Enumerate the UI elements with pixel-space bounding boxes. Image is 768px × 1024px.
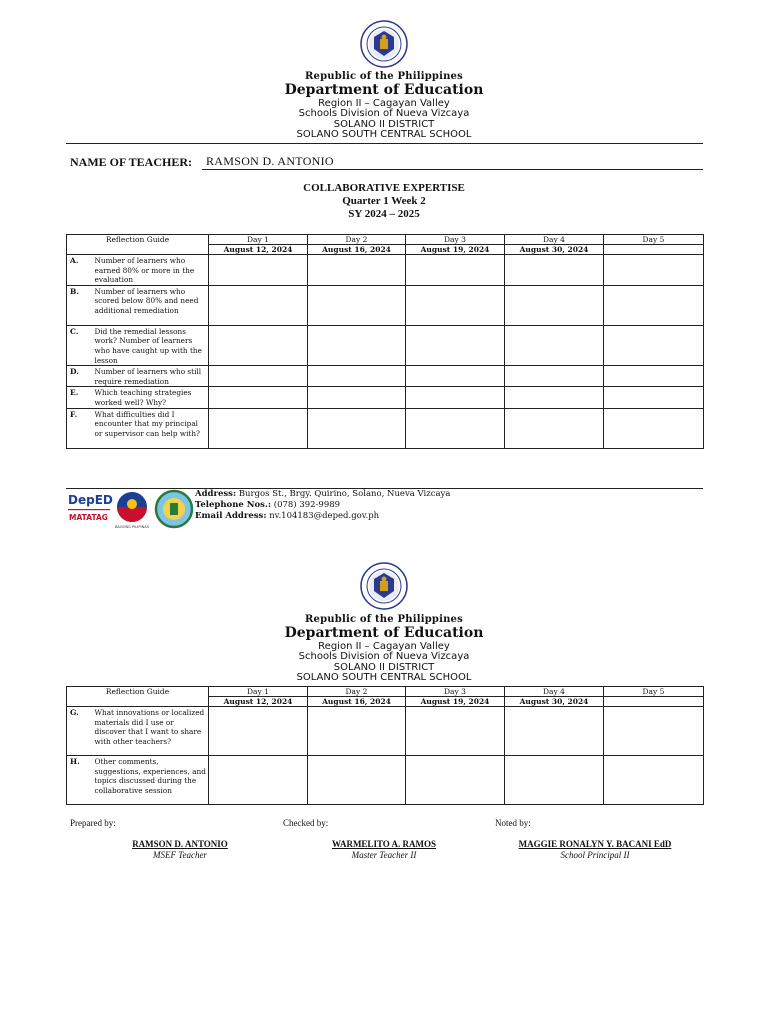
table-cell[interactable] [505, 408, 604, 448]
checked-by-name: WARMELITO A. RAMOS [331, 839, 437, 849]
date-header [604, 245, 704, 255]
day-header: Day 3 [406, 235, 505, 245]
matatag-text: MATATAG [69, 513, 108, 522]
table-cell[interactable] [604, 756, 704, 805]
day-header: Day 1 [209, 235, 308, 245]
table-cell[interactable] [604, 285, 704, 325]
table-cell[interactable] [406, 366, 505, 387]
footer-logos [66, 488, 194, 530]
address-label: Address: [195, 489, 237, 499]
table-cell[interactable] [406, 387, 505, 408]
phone-label: Telephone Nos.: [195, 500, 272, 510]
row-letter: B. [67, 285, 95, 325]
row-letter: F. [67, 408, 95, 448]
school-seal-icon [156, 491, 192, 527]
table-cell[interactable] [505, 285, 604, 325]
table-cell[interactable] [505, 387, 604, 408]
reflection-guide-header: Reflection Guide [67, 235, 209, 255]
row-letter: E. [67, 387, 95, 408]
table-row [67, 325, 704, 365]
row-letter: C. [67, 325, 95, 365]
table-cell[interactable] [505, 325, 604, 365]
table-cell[interactable] [505, 255, 604, 286]
table-cell[interactable] [406, 707, 505, 756]
day-header: Day 5 [604, 235, 704, 245]
day-header: Day 4 [505, 235, 604, 245]
prepared-by-name: RAMSON D. ANTONIO [132, 839, 228, 849]
table-cell[interactable] [604, 408, 704, 448]
teacher-name: RAMSON D. ANTONIO [206, 154, 334, 168]
table-cell[interactable] [308, 387, 406, 408]
table-cell[interactable] [308, 255, 406, 286]
table-row [67, 285, 704, 325]
deped-logo-icon [68, 493, 113, 522]
table-cell[interactable] [209, 756, 308, 805]
row-question: What innovations or localized materials did I use or discover that I want to share with other teachers? [95, 707, 209, 756]
day-header: Day 4 [505, 687, 604, 697]
date-header [604, 697, 704, 707]
header-divider [66, 143, 703, 144]
date-header: August 30, 2024 [505, 245, 604, 255]
table-row [67, 366, 704, 387]
prepared-by-label: Prepared by: [70, 818, 116, 828]
republic-title: Republic of the Philippines [305, 71, 463, 82]
table-cell[interactable] [209, 285, 308, 325]
row-letter: H. [67, 756, 95, 805]
department-title: Department of Education [284, 82, 484, 98]
division-text: Schools Division of Nueva Vizcaya [298, 651, 470, 662]
date-header: August 12, 2024 [209, 697, 308, 707]
deped-seal-icon [360, 562, 408, 610]
table-cell[interactable] [406, 756, 505, 805]
form-quarter: Quarter 1 Week 2 [342, 195, 426, 207]
row-question: Number of learners who scored below 80% and need additional remediation [95, 285, 209, 325]
table-cell[interactable] [209, 366, 308, 387]
department-title: Department of Education [284, 625, 484, 641]
republic-title: Republic of the Philippines [305, 614, 463, 625]
reflection-table-1 [66, 234, 704, 449]
noted-by-label: Noted by: [495, 818, 531, 828]
day-header: Day 2 [308, 235, 406, 245]
school-text: SOLANO SOUTH CENTRAL SCHOOL [296, 129, 472, 140]
checked-by-label: Checked by: [283, 818, 329, 828]
date-header: August 16, 2024 [308, 245, 406, 255]
phone-value: (078) 392-9989 [273, 500, 341, 510]
table-row [67, 756, 704, 805]
table-cell[interactable] [406, 325, 505, 365]
table-row [67, 255, 704, 286]
table-cell[interactable] [406, 255, 505, 286]
table-cell[interactable] [406, 408, 505, 448]
date-header: August 16, 2024 [308, 697, 406, 707]
row-question: What difficulties did I encounter that my principal or supervisor can help with? [95, 408, 209, 448]
division-text: Schools Division of Nueva Vizcaya [298, 108, 470, 119]
reflection-table-2 [66, 686, 704, 805]
table-cell[interactable] [505, 366, 604, 387]
row-question: Number of learners who earned 80% or more in the evaluation [95, 255, 209, 286]
teacher-name-line [202, 169, 703, 170]
table-cell[interactable] [604, 707, 704, 756]
date-header: August 19, 2024 [406, 697, 505, 707]
table-cell[interactable] [209, 325, 308, 365]
prepared-by-title: MSEF Teacher [153, 850, 207, 860]
bagong-pilipinas-text: BAGONG PILIPINAS [114, 525, 150, 529]
school-text: SOLANO SOUTH CENTRAL SCHOOL [296, 672, 472, 683]
region-text: Region II – Cagayan Valley [318, 641, 450, 652]
table-cell[interactable] [604, 325, 704, 365]
table-cell[interactable] [308, 707, 406, 756]
table-cell[interactable] [604, 387, 704, 408]
table-cell[interactable] [505, 756, 604, 805]
district-text: SOLANO II DISTRICT [333, 662, 435, 673]
school-contact-block [195, 489, 450, 522]
deped-seal-icon [360, 20, 408, 68]
table-cell[interactable] [604, 366, 704, 387]
email-link[interactable]: nv.104183@deped.gov.ph [269, 511, 380, 521]
row-letter: D. [67, 366, 95, 387]
email-label: Email Address: [195, 511, 267, 521]
region-text: Region II – Cagayan Valley [318, 98, 450, 109]
table-cell[interactable] [308, 285, 406, 325]
checked-by-title: Master Teacher II [351, 850, 417, 860]
table-row [67, 408, 704, 448]
date-header: August 19, 2024 [406, 245, 505, 255]
date-header: August 12, 2024 [209, 245, 308, 255]
noted-by-title: School Principal II [560, 850, 630, 860]
table-cell[interactable] [209, 387, 308, 408]
day-header: Day 1 [209, 687, 308, 697]
table-cell[interactable] [209, 408, 308, 448]
table-cell[interactable] [308, 408, 406, 448]
table-cell[interactable] [505, 707, 604, 756]
reflection-guide-header: Reflection Guide [67, 687, 209, 707]
table-row [67, 707, 704, 756]
table-cell[interactable] [209, 255, 308, 286]
table-cell[interactable] [308, 325, 406, 365]
district-text: SOLANO II DISTRICT [333, 119, 435, 130]
teacher-label: NAME OF TEACHER: [70, 155, 193, 169]
row-letter: G. [67, 707, 95, 756]
form-title: COLLABORATIVE EXPERTISE [303, 182, 465, 194]
date-header: August 30, 2024 [505, 697, 604, 707]
row-question: Number of learners who still require remediation [95, 366, 209, 387]
deped-logo-text: DepED [68, 493, 113, 507]
noted-by-name: MAGGIE RONALYN Y. BACANI EdD [518, 839, 672, 849]
form-school-year: SY 2024 – 2025 [348, 208, 420, 220]
address-value: Burgos St., Brgy. Quirino, Solano, Nueva Vizcaya [238, 489, 451, 499]
table-cell[interactable] [308, 756, 406, 805]
table-cell[interactable] [308, 366, 406, 387]
day-header: Day 3 [406, 687, 505, 697]
table-row [67, 387, 704, 408]
row-question: Did the remedial lessons work? Number of learners who have caught up with the lesson [95, 325, 209, 365]
table-cell[interactable] [604, 255, 704, 286]
row-question: Which teaching strategies worked well? Why? [95, 387, 209, 408]
table-cell[interactable] [209, 707, 308, 756]
table-cell[interactable] [406, 285, 505, 325]
bagong-pilipinas-icon [115, 492, 150, 529]
day-header: Day 2 [308, 687, 406, 697]
day-header: Day 5 [604, 687, 704, 697]
row-letter: A. [67, 255, 95, 286]
row-question: Other comments, suggestions, experiences, and topics discussed during the collaborative session [95, 756, 209, 805]
